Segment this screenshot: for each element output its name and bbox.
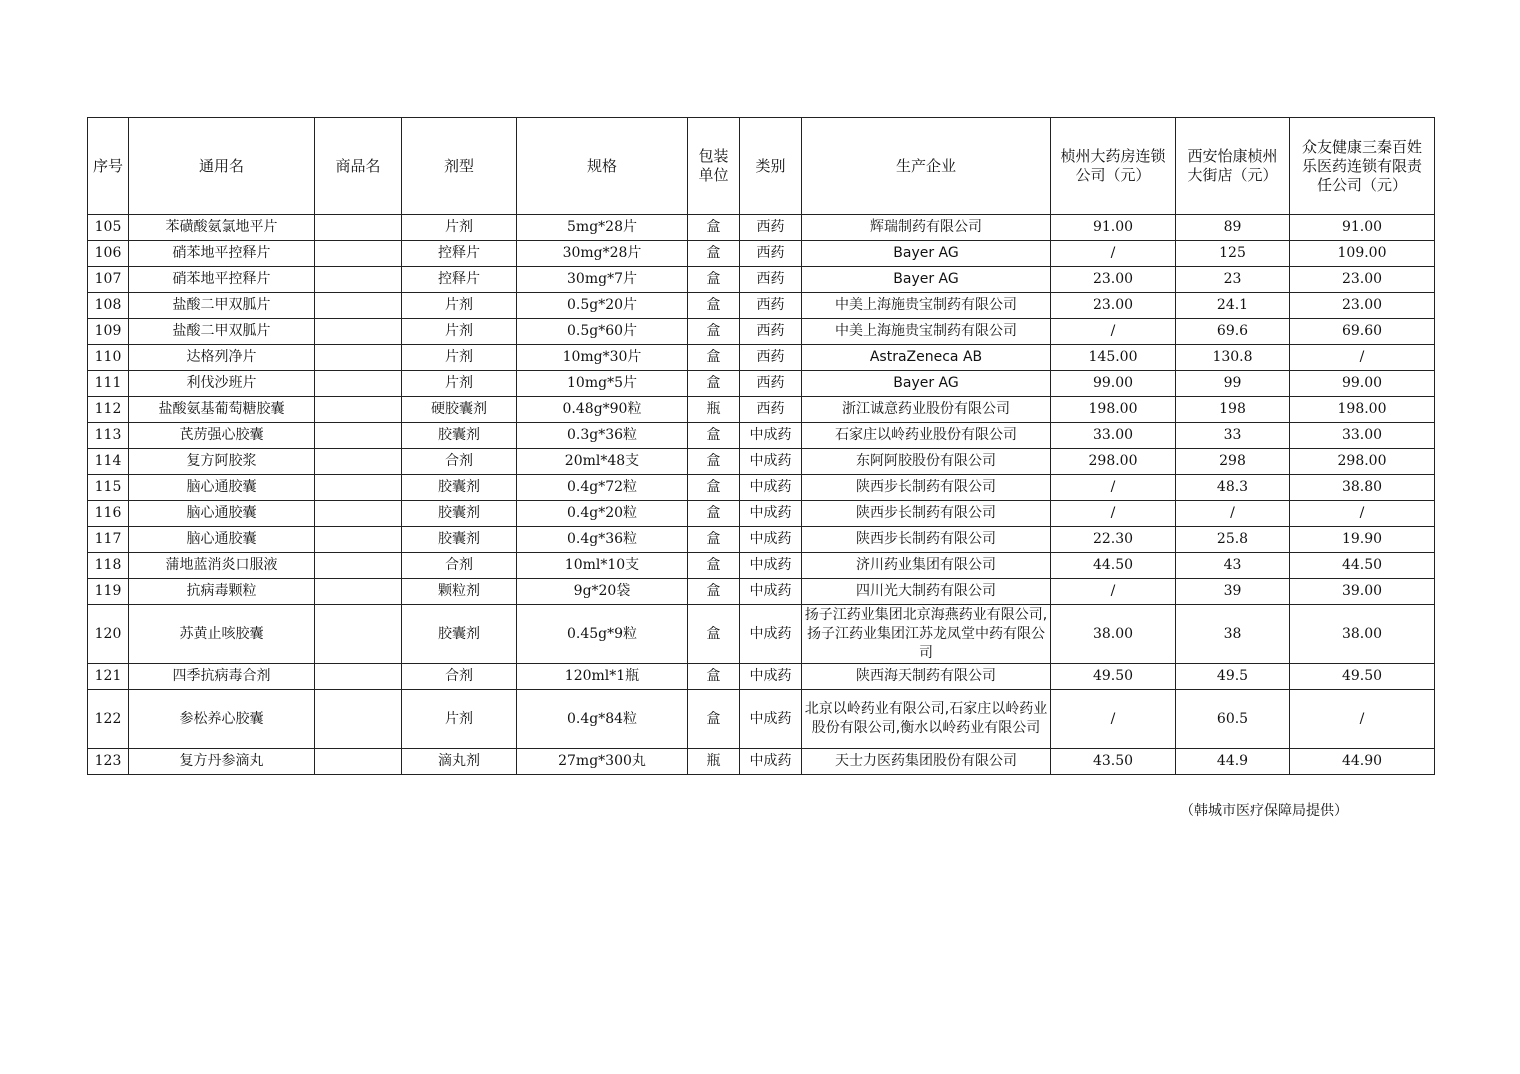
table-row <box>88 579 1435 605</box>
cell-dosage-form: 胶囊剂 <box>402 423 517 449</box>
cell-package-unit: 盒 <box>688 690 740 749</box>
cell-manufacturer: Bayer AG <box>802 241 1051 267</box>
cell-brand-name <box>315 475 402 501</box>
table-row <box>88 267 1435 293</box>
cell-manufacturer: 济川药业集团有限公司 <box>802 553 1051 579</box>
table-row <box>88 449 1435 475</box>
cell-package-unit: 盒 <box>688 215 740 241</box>
cell-brand-name <box>315 501 402 527</box>
cell-brand-name <box>315 345 402 371</box>
cell-package-unit: 盒 <box>688 345 740 371</box>
col-header-generic-name: 通用名 <box>129 118 315 215</box>
col-header-store1-price <box>1051 118 1176 215</box>
cell-dosage-form: 胶囊剂 <box>402 527 517 553</box>
cell-no: 113 <box>88 423 129 449</box>
cell-generic-name: 硝苯地平控释片 <box>129 241 315 267</box>
cell-store3-price: 39.00 <box>1290 579 1435 605</box>
col-header-dosage-form: 剂型 <box>402 118 517 215</box>
cell-category: 西药 <box>740 293 802 319</box>
cell-dosage-form: 控释片 <box>402 241 517 267</box>
col-header-manufacturer: 生产企业 <box>802 118 1051 215</box>
cell-spec: 0.5g*60片 <box>517 319 688 345</box>
cell-category: 西药 <box>740 397 802 423</box>
cell-package-unit: 盒 <box>688 423 740 449</box>
header-line: 单位 <box>698 166 729 184</box>
col-header-brand-name: 商品名 <box>315 118 402 215</box>
cell-store1-price: 23.00 <box>1051 267 1176 293</box>
cell-dosage-form: 片剂 <box>402 319 517 345</box>
cell-store2-price: 44.9 <box>1176 749 1290 775</box>
cell-no: 123 <box>88 749 129 775</box>
cell-spec: 10mg*30片 <box>517 345 688 371</box>
cell-store2-price: 23 <box>1176 267 1290 293</box>
cell-category: 中成药 <box>740 527 802 553</box>
cell-store1-price: 99.00 <box>1051 371 1176 397</box>
cell-spec: 0.48g*90粒 <box>517 397 688 423</box>
cell-store3-price: 69.60 <box>1290 319 1435 345</box>
cell-manufacturer: 陕西步长制药有限公司 <box>802 527 1051 553</box>
header-line: 众友健康三秦百姓 <box>1301 137 1422 156</box>
cell-brand-name <box>315 397 402 423</box>
cell-store3-price: 49.50 <box>1290 664 1435 690</box>
cell-store3-price: 33.00 <box>1290 423 1435 449</box>
table-row <box>88 501 1435 527</box>
cell-package-unit: 盒 <box>688 579 740 605</box>
cell-package-unit: 盒 <box>688 371 740 397</box>
cell-spec: 10ml*10支 <box>517 553 688 579</box>
cell-store3-price: 99.00 <box>1290 371 1435 397</box>
cell-package-unit: 盒 <box>688 527 740 553</box>
cell-dosage-form: 片剂 <box>402 690 517 749</box>
cell-store2-price: 99 <box>1176 371 1290 397</box>
cell-manufacturer: 天士力医药集团股份有限公司 <box>802 749 1051 775</box>
cell-spec: 30mg*28片 <box>517 241 688 267</box>
header-line: 桢州大药房连锁 <box>1060 147 1166 165</box>
cell-store2-price: 24.1 <box>1176 293 1290 319</box>
cell-category: 中成药 <box>740 605 802 664</box>
header-line: 西安怡康桢州 <box>1187 147 1278 165</box>
cell-generic-name: 芪苈强心胶囊 <box>129 423 315 449</box>
cell-store1-price: 198.00 <box>1051 397 1176 423</box>
cell-category: 中成药 <box>740 423 802 449</box>
cell-store2-price: 130.8 <box>1176 345 1290 371</box>
cell-category: 中成药 <box>740 501 802 527</box>
header-row <box>88 118 1435 215</box>
col-header-category: 类别 <box>740 118 802 215</box>
cell-category: 中成药 <box>740 579 802 605</box>
cell-store1-price: 43.50 <box>1051 749 1176 775</box>
header-line: 包装 <box>698 147 729 165</box>
price-table-sheet <box>87 117 1435 775</box>
cell-store3-price: / <box>1290 501 1435 527</box>
cell-package-unit: 盒 <box>688 293 740 319</box>
cell-store3-price: 44.50 <box>1290 553 1435 579</box>
cell-no: 119 <box>88 579 129 605</box>
cell-no: 109 <box>88 319 129 345</box>
cell-store2-price: 49.5 <box>1176 664 1290 690</box>
cell-dosage-form: 滴丸剂 <box>402 749 517 775</box>
cell-store1-price: 22.30 <box>1051 527 1176 553</box>
cell-store2-price: 38 <box>1176 605 1290 664</box>
cell-spec: 30mg*7片 <box>517 267 688 293</box>
cell-dosage-form: 合剂 <box>402 553 517 579</box>
cell-dosage-form: 控释片 <box>402 267 517 293</box>
cell-generic-name: 脑心通胶囊 <box>129 527 315 553</box>
cell-no: 112 <box>88 397 129 423</box>
table-row <box>88 423 1435 449</box>
table-row <box>88 241 1435 267</box>
cell-store1-price: / <box>1051 579 1176 605</box>
table-row <box>88 553 1435 579</box>
cell-brand-name <box>315 527 402 553</box>
cell-store3-price: 44.90 <box>1290 749 1435 775</box>
cell-brand-name <box>315 690 402 749</box>
cell-manufacturer: 浙江诚意药业股份有限公司 <box>802 397 1051 423</box>
cell-category: 中成药 <box>740 664 802 690</box>
cell-dosage-form: 合剂 <box>402 664 517 690</box>
cell-package-unit: 盒 <box>688 267 740 293</box>
cell-brand-name <box>315 664 402 690</box>
cell-brand-name <box>315 605 402 664</box>
cell-dosage-form: 片剂 <box>402 371 517 397</box>
cell-manufacturer: 中美上海施贵宝制药有限公司 <box>802 293 1051 319</box>
cell-manufacturer: 陕西步长制药有限公司 <box>802 475 1051 501</box>
cell-no: 115 <box>88 475 129 501</box>
header-line: 任公司（元） <box>1316 175 1407 194</box>
cell-package-unit: 盒 <box>688 553 740 579</box>
cell-package-unit: 盒 <box>688 475 740 501</box>
table-row <box>88 527 1435 553</box>
cell-store1-price: 49.50 <box>1051 664 1176 690</box>
cell-store3-price: 23.00 <box>1290 293 1435 319</box>
table-row <box>88 319 1435 345</box>
cell-no: 118 <box>88 553 129 579</box>
cell-spec: 0.4g*84粒 <box>517 690 688 749</box>
cell-category: 西药 <box>740 241 802 267</box>
cell-store2-price: 198 <box>1176 397 1290 423</box>
cell-manufacturer: 北京以岭药业有限公司,石家庄以岭药业股份有限公司,衡水以岭药业有限公司 <box>802 690 1051 749</box>
cell-spec: 27mg*300丸 <box>517 749 688 775</box>
cell-no: 122 <box>88 690 129 749</box>
cell-brand-name <box>315 749 402 775</box>
cell-store3-price: 19.90 <box>1290 527 1435 553</box>
cell-no: 108 <box>88 293 129 319</box>
cell-dosage-form: 合剂 <box>402 449 517 475</box>
cell-no: 111 <box>88 371 129 397</box>
cell-manufacturer: 石家庄以岭药业股份有限公司 <box>802 423 1051 449</box>
cell-spec: 0.45g*9粒 <box>517 605 688 664</box>
cell-brand-name <box>315 579 402 605</box>
cell-package-unit: 盒 <box>688 319 740 345</box>
cell-store2-price: 33 <box>1176 423 1290 449</box>
cell-generic-name: 硝苯地平控释片 <box>129 267 315 293</box>
cell-category: 中成药 <box>740 553 802 579</box>
cell-package-unit: 瓶 <box>688 397 740 423</box>
cell-category: 中成药 <box>740 449 802 475</box>
cell-store2-price: 125 <box>1176 241 1290 267</box>
cell-generic-name: 四季抗病毒合剂 <box>129 664 315 690</box>
cell-generic-name: 复方丹参滴丸 <box>129 749 315 775</box>
cell-store2-price: 43 <box>1176 553 1290 579</box>
cell-package-unit: 盒 <box>688 605 740 664</box>
cell-brand-name <box>315 449 402 475</box>
table-row <box>88 664 1435 690</box>
cell-no: 120 <box>88 605 129 664</box>
cell-generic-name: 苯磺酸氨氯地平片 <box>129 215 315 241</box>
cell-store3-price: / <box>1290 345 1435 371</box>
cell-store1-price: 91.00 <box>1051 215 1176 241</box>
cell-store2-price: 60.5 <box>1176 690 1290 749</box>
cell-no: 110 <box>88 345 129 371</box>
table-row <box>88 293 1435 319</box>
cell-store1-price: 33.00 <box>1051 423 1176 449</box>
cell-store2-price: 89 <box>1176 215 1290 241</box>
cell-store3-price: 38.80 <box>1290 475 1435 501</box>
cell-brand-name <box>315 241 402 267</box>
table-row <box>88 345 1435 371</box>
cell-generic-name: 利伐沙班片 <box>129 371 315 397</box>
cell-category: 中成药 <box>740 749 802 775</box>
cell-no: 106 <box>88 241 129 267</box>
cell-dosage-form: 片剂 <box>402 293 517 319</box>
cell-generic-name: 蒲地蓝消炎口服液 <box>129 553 315 579</box>
cell-store3-price: 109.00 <box>1290 241 1435 267</box>
col-header-spec: 规格 <box>517 118 688 215</box>
cell-store1-price: 23.00 <box>1051 293 1176 319</box>
cell-spec: 0.4g*36粒 <box>517 527 688 553</box>
cell-manufacturer: 陕西步长制药有限公司 <box>802 501 1051 527</box>
table-row <box>88 605 1435 664</box>
cell-category: 西药 <box>740 267 802 293</box>
cell-package-unit: 瓶 <box>688 749 740 775</box>
cell-spec: 0.4g*20粒 <box>517 501 688 527</box>
cell-category: 西药 <box>740 215 802 241</box>
cell-dosage-form: 颗粒剂 <box>402 579 517 605</box>
cell-store2-price: 69.6 <box>1176 319 1290 345</box>
cell-no: 107 <box>88 267 129 293</box>
cell-store1-price: 38.00 <box>1051 605 1176 664</box>
cell-generic-name: 盐酸二甲双胍片 <box>129 293 315 319</box>
cell-manufacturer: Bayer AG <box>802 267 1051 293</box>
cell-store2-price: 25.8 <box>1176 527 1290 553</box>
cell-dosage-form: 硬胶囊剂 <box>402 397 517 423</box>
cell-store1-price: / <box>1051 690 1176 749</box>
cell-no: 105 <box>88 215 129 241</box>
cell-package-unit: 盒 <box>688 241 740 267</box>
cell-store3-price: / <box>1290 690 1435 749</box>
source-note: （韩城市医疗保障局提供） <box>1180 803 1348 819</box>
cell-brand-name <box>315 319 402 345</box>
cell-spec: 20ml*48支 <box>517 449 688 475</box>
cell-store1-price: / <box>1051 319 1176 345</box>
cell-manufacturer: 陕西海天制药有限公司 <box>802 664 1051 690</box>
cell-generic-name: 苏黄止咳胶囊 <box>129 605 315 664</box>
cell-store2-price: / <box>1176 501 1290 527</box>
cell-category: 西药 <box>740 345 802 371</box>
cell-category: 西药 <box>740 371 802 397</box>
cell-dosage-form: 胶囊剂 <box>402 605 517 664</box>
cell-generic-name: 抗病毒颗粒 <box>129 579 315 605</box>
cell-spec: 0.3g*36粒 <box>517 423 688 449</box>
cell-store3-price: 298.00 <box>1290 449 1435 475</box>
cell-store3-price: 198.00 <box>1290 397 1435 423</box>
cell-dosage-form: 片剂 <box>402 345 517 371</box>
cell-generic-name: 参松养心胶囊 <box>129 690 315 749</box>
cell-store2-price: 298 <box>1176 449 1290 475</box>
cell-no: 114 <box>88 449 129 475</box>
cell-spec: 0.4g*72粒 <box>517 475 688 501</box>
cell-generic-name: 盐酸二甲双胍片 <box>129 319 315 345</box>
cell-store2-price: 48.3 <box>1176 475 1290 501</box>
cell-store1-price: / <box>1051 501 1176 527</box>
cell-store1-price: / <box>1051 241 1176 267</box>
cell-spec: 120ml*1瓶 <box>517 664 688 690</box>
cell-no: 117 <box>88 527 129 553</box>
cell-brand-name <box>315 293 402 319</box>
cell-manufacturer: AstraZeneca AB <box>802 345 1051 371</box>
cell-generic-name: 脑心通胶囊 <box>129 475 315 501</box>
cell-spec: 5mg*28片 <box>517 215 688 241</box>
cell-manufacturer: 中美上海施贵宝制药有限公司 <box>802 319 1051 345</box>
cell-spec: 10mg*5片 <box>517 371 688 397</box>
cell-no: 121 <box>88 664 129 690</box>
cell-package-unit: 盒 <box>688 501 740 527</box>
table-row <box>88 397 1435 423</box>
cell-spec: 9g*20袋 <box>517 579 688 605</box>
header-line: 乐医药连锁有限责 <box>1301 156 1422 175</box>
cell-manufacturer: 辉瑞制药有限公司 <box>802 215 1051 241</box>
cell-store3-price: 38.00 <box>1290 605 1435 664</box>
cell-store1-price: 298.00 <box>1051 449 1176 475</box>
cell-store1-price: / <box>1051 475 1176 501</box>
cell-manufacturer: 四川光大制药有限公司 <box>802 579 1051 605</box>
cell-dosage-form: 胶囊剂 <box>402 475 517 501</box>
cell-category: 中成药 <box>740 690 802 749</box>
cell-brand-name <box>315 553 402 579</box>
table-row <box>88 371 1435 397</box>
cell-store1-price: 44.50 <box>1051 553 1176 579</box>
cell-package-unit: 盒 <box>688 664 740 690</box>
cell-brand-name <box>315 371 402 397</box>
cell-store3-price: 23.00 <box>1290 267 1435 293</box>
col-header-no: 序号 <box>88 118 129 215</box>
cell-brand-name <box>315 215 402 241</box>
cell-category: 中成药 <box>740 475 802 501</box>
header-line: 大街店（元） <box>1187 166 1278 184</box>
cell-store1-price: 145.00 <box>1051 345 1176 371</box>
cell-store3-price: 91.00 <box>1290 215 1435 241</box>
table-row <box>88 215 1435 241</box>
cell-brand-name <box>315 267 402 293</box>
cell-generic-name: 达格列净片 <box>129 345 315 371</box>
price-table <box>87 117 1435 775</box>
cell-brand-name <box>315 423 402 449</box>
cell-manufacturer: 东阿阿胶股份有限公司 <box>802 449 1051 475</box>
col-header-package-unit <box>688 118 740 215</box>
cell-dosage-form: 片剂 <box>402 215 517 241</box>
table-row <box>88 475 1435 501</box>
table-row <box>88 690 1435 749</box>
cell-spec: 0.5g*20片 <box>517 293 688 319</box>
cell-category: 西药 <box>740 319 802 345</box>
cell-generic-name: 盐酸氨基葡萄糖胶囊 <box>129 397 315 423</box>
table-row <box>88 749 1435 775</box>
col-header-store3-price <box>1290 118 1435 215</box>
cell-store2-price: 39 <box>1176 579 1290 605</box>
cell-generic-name: 复方阿胶浆 <box>129 449 315 475</box>
col-header-store2-price <box>1176 118 1290 215</box>
cell-manufacturer: 扬子江药业集团北京海燕药业有限公司,扬子江药业集团江苏龙凤堂中药有限公司 <box>802 605 1051 664</box>
table-body <box>88 215 1435 775</box>
cell-dosage-form: 胶囊剂 <box>402 501 517 527</box>
header-line: 公司（元） <box>1075 166 1151 184</box>
cell-manufacturer: Bayer AG <box>802 371 1051 397</box>
cell-no: 116 <box>88 501 129 527</box>
cell-generic-name: 脑心通胶囊 <box>129 501 315 527</box>
cell-package-unit: 盒 <box>688 449 740 475</box>
